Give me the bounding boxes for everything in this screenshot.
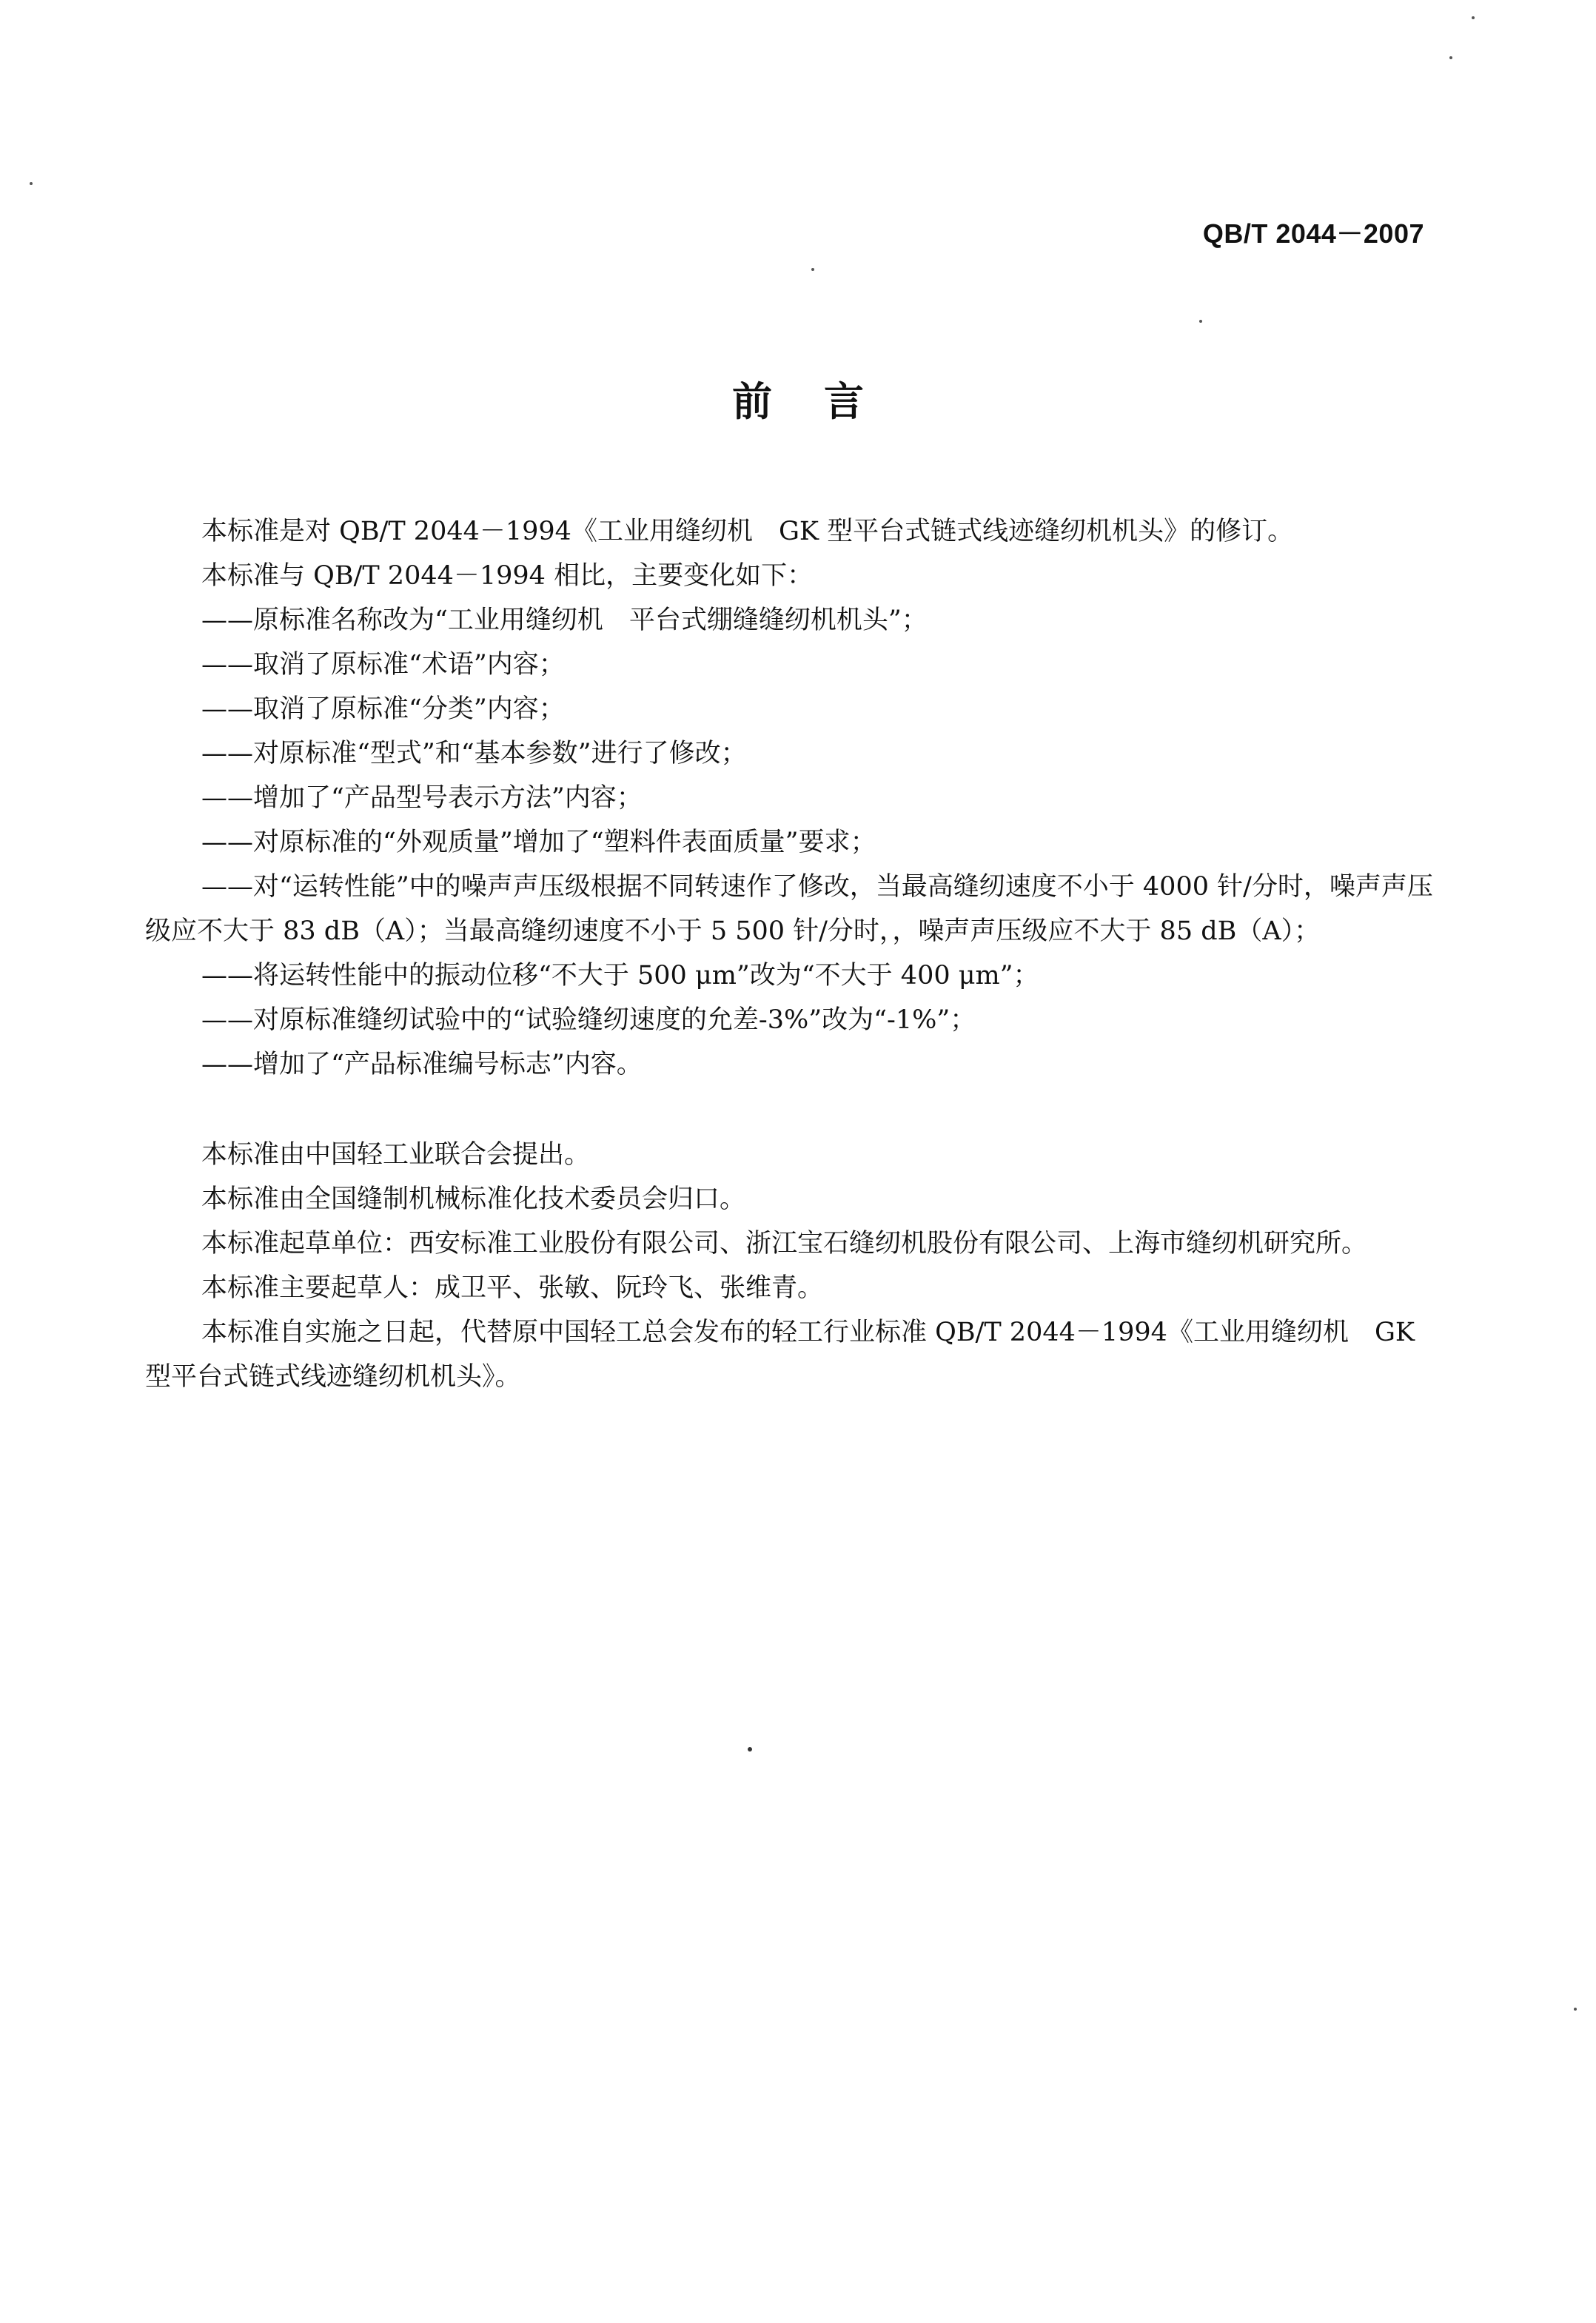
scan-speck <box>811 268 814 271</box>
scan-speck <box>1449 56 1452 59</box>
intro-paragraph: 本标准是对 QB/T 2044－1994《工业用缝纫机 GK 型平台式链式线迹缝纫机机头》的修订。 <box>201 517 1294 546</box>
standard-code: QB/T 2044－2007 <box>1202 218 1424 249</box>
scan-speck <box>1199 320 1202 323</box>
change-item: ——对原标准“型式”和“基本参数”进行了修改； <box>201 739 747 768</box>
centralized-by-paragraph: 本标准由全国缝制机械标准化技术委员会归口。 <box>201 1184 746 1214</box>
scan-speck <box>1472 16 1475 19</box>
compare-paragraph: 本标准与 QB/T 2044－1994 相比，主要变化如下： <box>201 561 814 591</box>
section-gap <box>145 1087 1433 1133</box>
foreword-body <box>145 509 1433 1399</box>
change-item: ——增加了“产品标准编号标志”内容。 <box>201 1050 643 1079</box>
change-item: ——原标准名称改为“工业用缝纫机 平台式绷缝缝纫机机头”； <box>201 606 928 635</box>
page-title: 前言 <box>732 378 916 425</box>
drafters-paragraph: 本标准主要起草人：成卫平、张敏、阮玲飞、张维青。 <box>201 1273 824 1303</box>
scan-speck <box>1574 2008 1577 2011</box>
replacement-paragraph: 本标准自实施之日起，代替原中国轻工总会发布的轻工行业标准 QB/T 2044－1994《工业用缝纫机 GK 型平台式链式线迹缝纫机机头》。 <box>145 1318 1415 1392</box>
proposed-by-paragraph: 本标准由中国轻工业联合会提出。 <box>201 1140 591 1170</box>
change-item: ——将运转性能中的振动位移“不大于 500 μm”改为“不大于 400 μm”； <box>201 961 1039 990</box>
change-item: ——对原标准的“外观质量”增加了“塑料件表面质量”要求； <box>201 828 876 857</box>
scan-speck <box>30 182 33 185</box>
change-item: ——取消了原标准“术语”内容； <box>201 650 565 680</box>
change-item: ——增加了“产品型号表示方法”内容； <box>201 783 643 813</box>
scan-speck <box>748 1747 752 1752</box>
change-item: ——对“运转性能”中的噪声声压级根据不同转速作了修改，当最高缝纫速度不小于 4000 针/分时，噪声声压级应不大于 83 dB（A）；当最高缝纫速度不小于 5 500 针/分时，，噪声声压级应不大于 85 dB（A）； <box>145 872 1433 946</box>
drafting-units-paragraph: 本标准起草单位：西安标准工业股份有限公司、浙江宝石缝纫机股份有限公司、上海市缝纫机研究所。 <box>201 1229 1368 1258</box>
change-item: ——对原标准缝纫试验中的“试验缝纫速度的允差-3%”改为“-1%”； <box>201 1005 976 1035</box>
change-item: ——取消了原标准“分类”内容； <box>201 694 565 724</box>
